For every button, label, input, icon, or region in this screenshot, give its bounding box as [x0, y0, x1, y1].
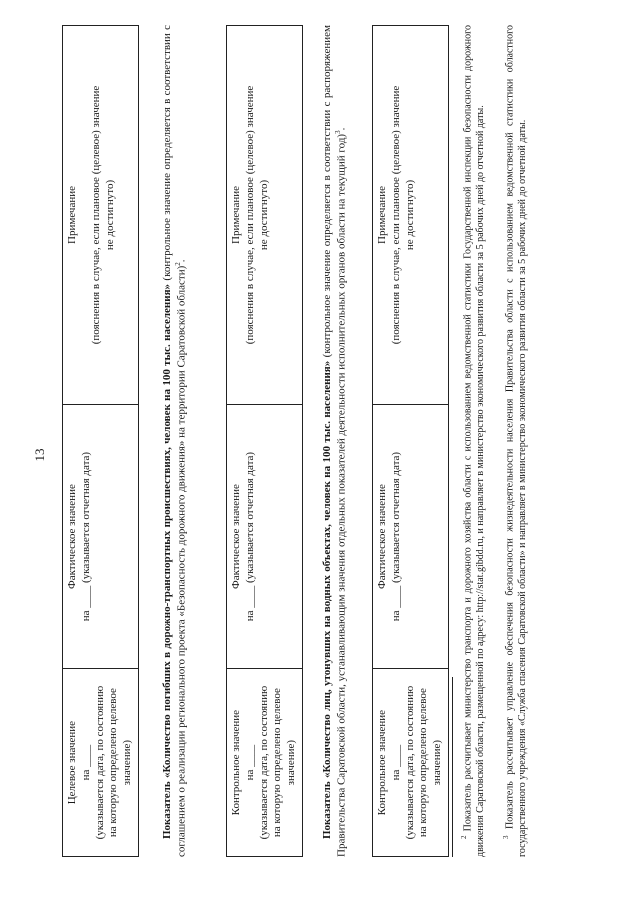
cell-line: Контрольное значение [376, 709, 388, 816]
target-value-table [62, 25, 139, 857]
cell-line [80, 411, 94, 662]
cell-line: Фактическое значение [230, 484, 242, 589]
cell-line: на ____ [389, 744, 402, 781]
table-row [63, 26, 139, 857]
cell-line: на которую определено целевое [417, 688, 430, 838]
footnote-divider [452, 677, 453, 857]
paragraph-lead: Показатель [321, 781, 333, 839]
control-value-cell [373, 669, 449, 857]
control-value-table-1 [226, 25, 303, 857]
footnote-text: Показатель рассчитывает министерство транспорта и дорожного хозяйства области с использованием ведомственной статистики Государственной инспекции безопасности дорожного движения Саратовской области, размещенной по адресу: http://stat.gibdd.ru, и направляет в министерство экономического развития области за 5 рабочих дней до отчетной даты. [462, 25, 487, 857]
cell-line: значение) [121, 739, 133, 786]
cell-line [390, 411, 404, 662]
footnote-text: Показатель рассчитывает управление обеспечения безопасности жизнедеятельности населения Правительства области с использованием ведомственной статистики областного государственного учреждения «Служба спасения Саратовской области» и направляет в министерство экономического развития области за 5 рабочих дней до отчетной даты. [504, 24, 529, 857]
actual-value-cell [227, 404, 303, 668]
control-value-cell [227, 669, 303, 857]
paragraph-body: (контрольное значение определяется в соответствии с распоряжением Правительства Саратовской области, устанавливающим значения отдельных показателей деятельности исполнительных органов области на текущий год) [321, 24, 348, 857]
cell-line: значение) [285, 739, 297, 786]
indicator-paragraph-1 [160, 25, 189, 857]
cell-line: Целевое значение [66, 720, 78, 805]
target-value-cell [63, 669, 139, 857]
note-cell [63, 26, 139, 405]
cell-line: (указывается дата, по состоянию [93, 685, 106, 840]
footnote-3 [502, 25, 530, 857]
actual-value-cell [373, 404, 449, 668]
cell-line: на которую определено целевое [107, 688, 120, 838]
actual-value-cell [63, 404, 139, 668]
cell-line [244, 411, 258, 662]
cell-line: (пояснения в случае, если плановое (целевое) значение [389, 85, 402, 345]
paragraph-end: . [175, 259, 188, 263]
table-row [227, 26, 303, 857]
cell-line: значение) [431, 739, 443, 786]
cell-line: Примечание [66, 185, 78, 244]
rotated-page [0, 5, 640, 905]
cell-line: Примечание [376, 185, 388, 244]
footnote-marker: 3 [502, 835, 510, 839]
cell-line: Фактическое значение [66, 484, 78, 589]
indicator-title: «Количество погибших в дорожно-транспортных происшествиях, человек на 100 тыс. населения» [161, 283, 173, 779]
indicator-paragraph-2 [320, 25, 349, 857]
note-cell [227, 26, 303, 405]
footnote-2 [460, 25, 488, 857]
table-row [373, 26, 449, 857]
cell-line: на ____ [243, 744, 256, 781]
cell-line: на которую определено целевое [271, 688, 284, 838]
paragraph-end: . [335, 127, 348, 131]
paragraph-body: (контрольное значение определяется в соответствии с соглашением о реализации регионального проекта «Безопасность дорожного движения» на территории Саратовской области) [161, 24, 188, 857]
cell-line: Контрольное значение [230, 709, 242, 816]
footnote-marker: 2 [460, 835, 468, 839]
date-blank: на ____ [243, 585, 256, 622]
cell-line: Примечание [230, 185, 242, 244]
page-number: 13 [32, 448, 47, 462]
cell-line-text: (указывается отчетная дата) [389, 451, 402, 583]
cell-line: (указывается дата, по состоянию [403, 685, 416, 840]
date-blank: на ____ [79, 585, 92, 622]
cell-line-text: (указывается отчетная дата) [243, 451, 256, 583]
cell-line: Фактическое значение [376, 484, 388, 589]
date-blank: на ____ [389, 585, 402, 622]
cell-line: (пояснения в случае, если плановое (целевое) значение [89, 85, 102, 345]
cell-line-text: (указывается отчетная дата) [79, 451, 92, 583]
cell-line: (указывается дата, по состоянию [257, 685, 270, 840]
cell-line: не достигнуто) [103, 179, 116, 251]
footnote-ref: 2 [174, 262, 183, 266]
cell-line: не достигнуто) [403, 179, 416, 251]
footnote-ref: 3 [334, 130, 343, 134]
control-value-table-2 [372, 25, 449, 857]
cell-line: на ____ [79, 744, 92, 781]
cell-line: (пояснения в случае, если плановое (целевое) значение [243, 85, 256, 345]
note-cell [373, 26, 449, 405]
cell-line: не достигнуто) [257, 179, 270, 251]
indicator-title: «Количество лиц, утонувших на водных объектах, человек на 100 тыс. населения» [321, 360, 333, 778]
paragraph-lead: Показатель [161, 781, 173, 839]
